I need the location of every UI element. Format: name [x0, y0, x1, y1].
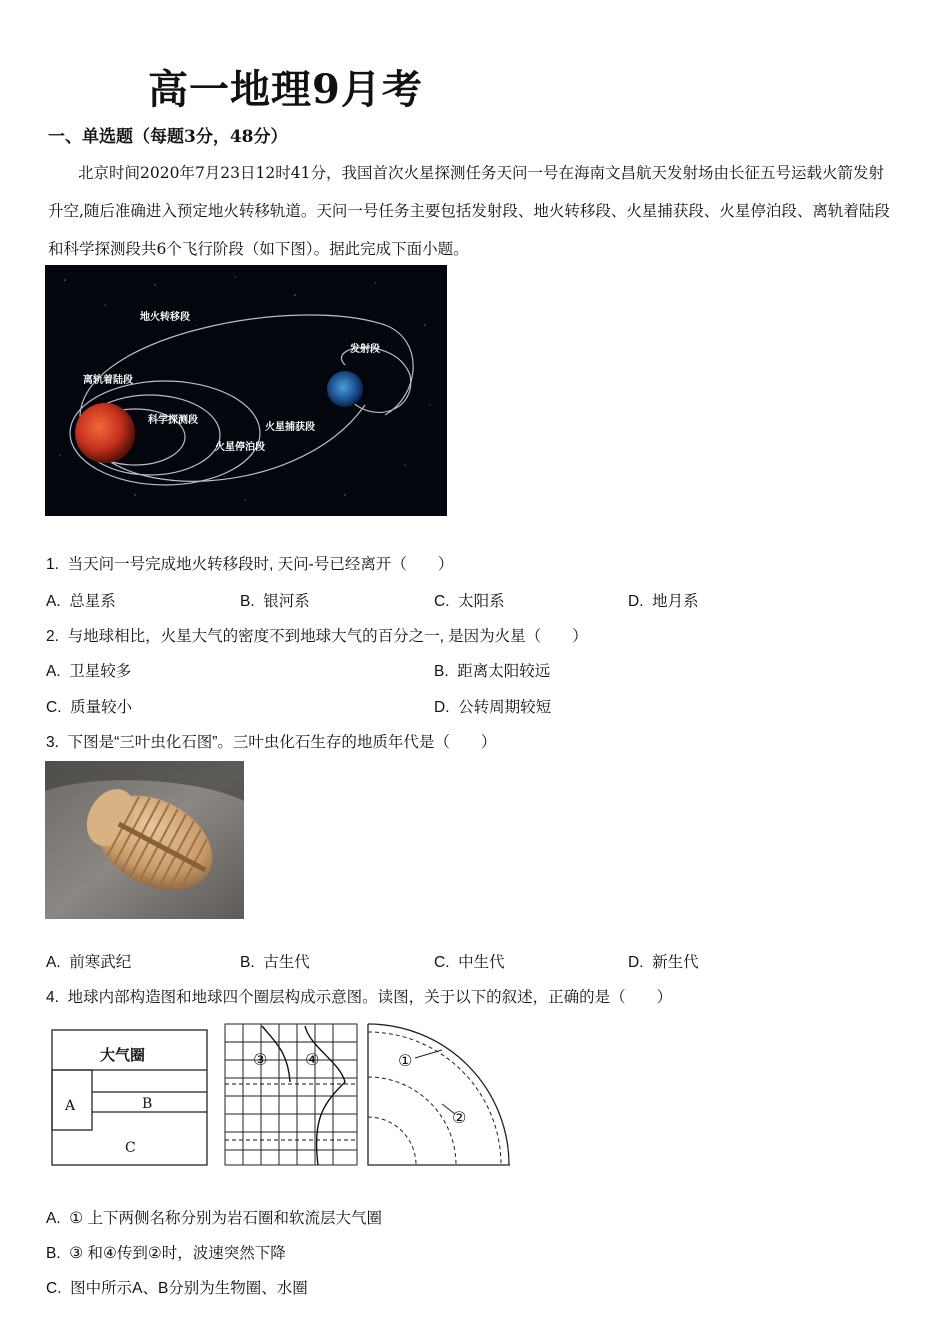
q1-option-b[interactable]: B. 银河系	[240, 593, 310, 610]
q4-option-b[interactable]: B. ③ 和④传到②时，波速突然下降	[46, 1245, 286, 1262]
q2-option-a[interactable]: A. 卫星较多	[46, 663, 132, 680]
marker-1: ①	[398, 1051, 413, 1070]
section-heading: 一、单选题（每题3分，48分）	[48, 127, 288, 147]
label-capture: 火星捕获段	[265, 422, 315, 433]
label-parking: 火星停泊段	[215, 442, 265, 453]
label-landing: 离轨着陆段	[83, 375, 133, 386]
page-title: 高一地理9月考	[148, 66, 423, 113]
q3-option-b[interactable]: B. 古生代	[240, 954, 310, 971]
earth-planet	[327, 371, 363, 407]
label-a: A	[65, 1098, 76, 1114]
q3-option-d[interactable]: D. 新生代	[628, 954, 699, 971]
q2-option-c[interactable]: C. 质量较小	[46, 699, 133, 716]
question-3: 3. 下图是“三叶虫化石图”。三叶虫化石生存的地质年代是（ ）	[46, 734, 497, 751]
label-atmosphere: 大气圈	[100, 1046, 146, 1064]
marker-4: ④	[305, 1050, 320, 1069]
question-2: 2. 与地球相比，火星大气的密度不到地球大气的百分之一, 是因为火星（ ）	[46, 628, 588, 645]
q1-option-a[interactable]: A. 总星系	[46, 593, 116, 610]
label-science: 科学探测段	[148, 415, 198, 426]
mars-planet	[75, 403, 135, 463]
q2-option-d[interactable]: D. 公转周期较短	[434, 699, 552, 716]
q3-option-c[interactable]: C. 中生代	[434, 954, 505, 971]
marker-3: ③	[253, 1050, 268, 1069]
intro-paragraph: 北京时间2020年7月23日12时41分，我国首次火星探测任务天问一号在海南文昌航天发射场由长征五号运载火箭发射升空,随后准确进入预定地火转移轨道。天问一号任务主要包括发射段、地火转移段、火星捕获段、火星停泊段、离轨着陆段和科学探测段共6个飞行阶段（如下图）。据此完成下面小题。	[48, 164, 890, 258]
question-1: 1. 当天问一号完成地火转移段时, 天问-号已经离开（ ）	[46, 556, 454, 573]
q4-option-a[interactable]: A. ① 上下两侧名称分别为岩石圈和软流层大气圈	[46, 1210, 382, 1227]
label-b: B	[142, 1096, 153, 1112]
q3-option-a[interactable]: A. 前寒武纪	[46, 954, 132, 971]
q2-option-b[interactable]: B. 距离太阳较远	[434, 663, 551, 680]
q1-option-c[interactable]: C. 太阳系	[434, 593, 505, 610]
tianwen-orbit-figure	[45, 265, 447, 516]
label-c: C	[125, 1140, 136, 1156]
q1-option-d[interactable]: D. 地月系	[628, 593, 699, 610]
trilobite-fossil-image	[45, 761, 244, 919]
label-launch: 发射段	[350, 344, 380, 355]
label-transfer: 地火转移段	[140, 312, 190, 323]
q4-option-c[interactable]: C. 图中所示A、B分别为生物圈、水圈	[46, 1280, 308, 1297]
earth-layers-figure	[50, 1022, 512, 1170]
question-4: 4. 地球内部构造图和地球四个圈层构成示意图。读图，关于以下的叙述，正确的是（ ）	[46, 989, 673, 1006]
marker-2: ②	[452, 1108, 467, 1127]
